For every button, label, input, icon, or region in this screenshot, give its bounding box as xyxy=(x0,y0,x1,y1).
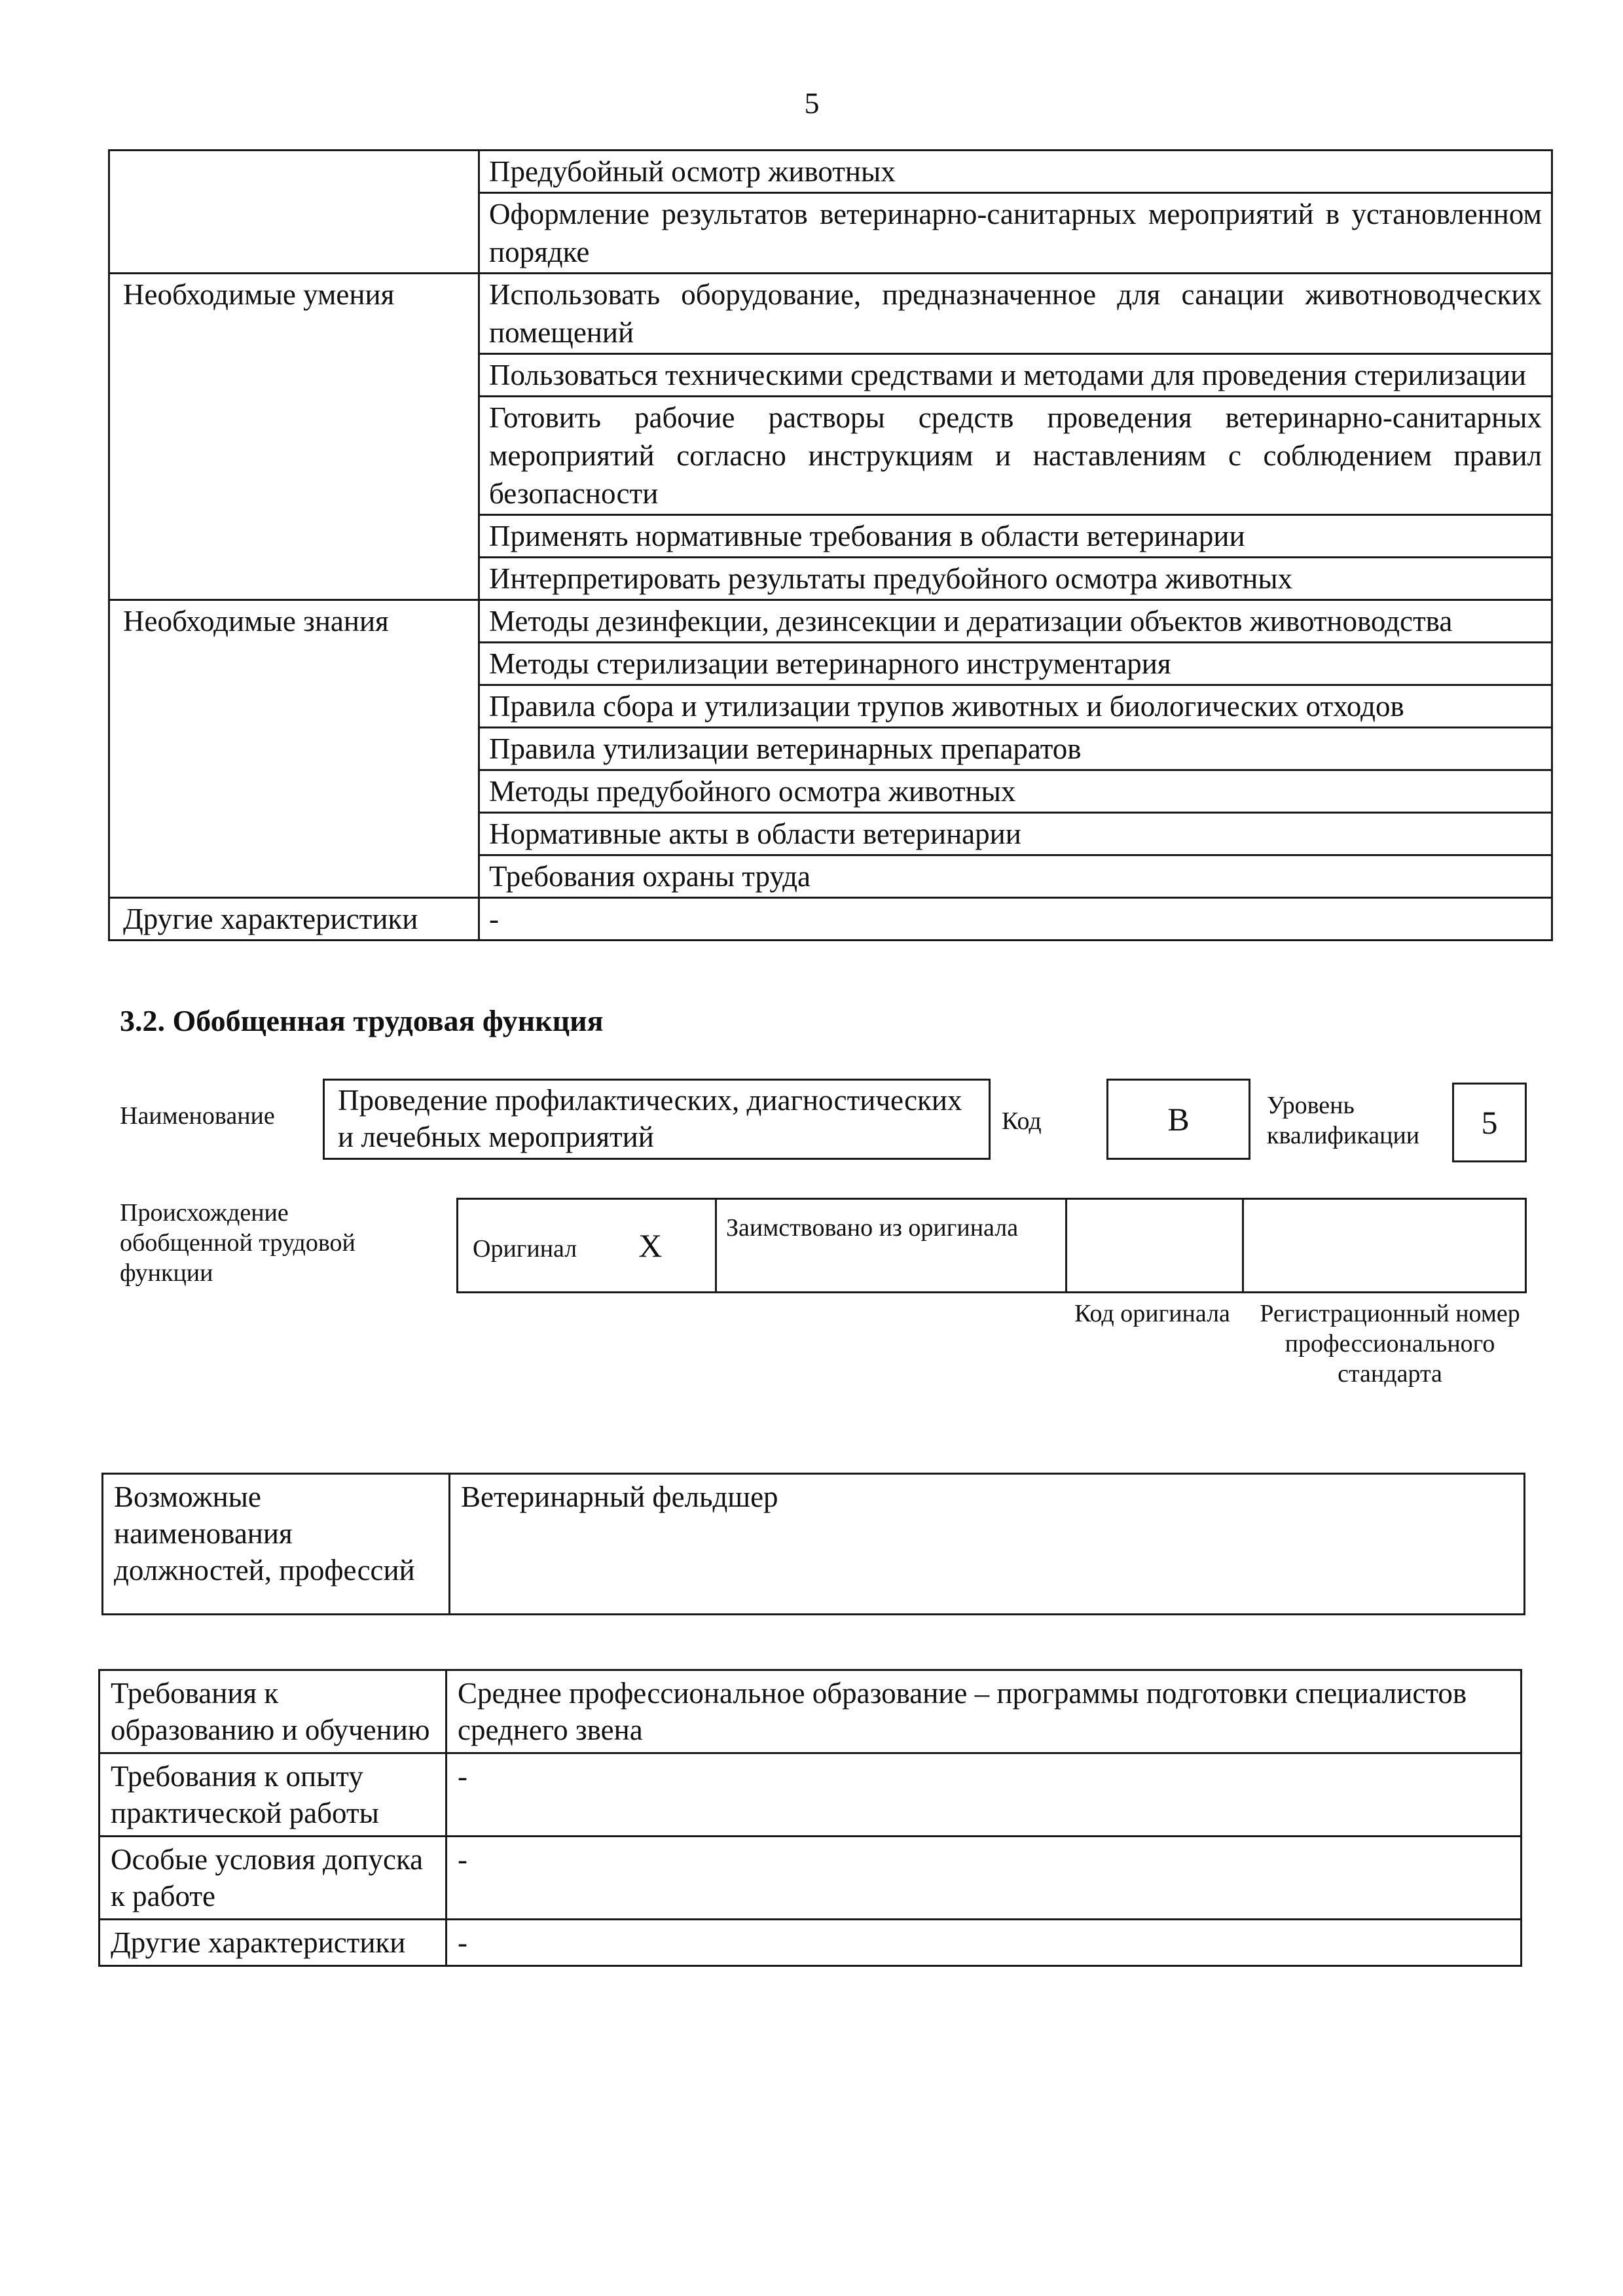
requirement-label: Другие характеристики xyxy=(100,1920,447,1966)
table-cell: Методы предубойного осмотра животных xyxy=(479,770,1552,813)
borrowed-label: Заимствовано из оригинала xyxy=(726,1214,1019,1242)
table-cell: Методы стерилизации ветеринарного инструментария xyxy=(479,643,1552,685)
requirement-value: Среднее профессиональное образование – программы подготовки специалистов среднего звена xyxy=(447,1670,1522,1753)
table-row xyxy=(100,1753,1522,1837)
level-label: Уровень квалификации xyxy=(1267,1092,1420,1149)
table-cell: Применять нормативные требования в области ветеринарии xyxy=(479,515,1552,558)
table-cell: Требования охраны труда xyxy=(479,855,1552,898)
positions-label: Возможные наименования должностей, профессий xyxy=(103,1474,450,1615)
table-cell: - xyxy=(479,898,1552,941)
section-heading: 3.2. Обобщенная трудовая функция xyxy=(120,1004,604,1037)
table-row xyxy=(100,1920,1522,1966)
original-code-cell xyxy=(1067,1199,1243,1293)
requirements-table xyxy=(98,1669,1522,1967)
table-row xyxy=(100,1837,1522,1920)
table-cell: Нормативные акты в области ветеринарии xyxy=(479,813,1552,855)
code-value: B xyxy=(1167,1101,1190,1138)
requirement-label: Требования к опыту практической работы xyxy=(100,1753,447,1837)
requirement-value: - xyxy=(447,1920,1522,1966)
table-cell: Оформление результатов ветеринарно-санитарных мероприятий в установленном порядке xyxy=(479,193,1552,274)
code-label: Код xyxy=(1002,1107,1042,1135)
table-row xyxy=(109,600,1552,643)
original-mark: X xyxy=(638,1227,663,1264)
naming-value: Проведение профилактических, диагностических и лечебных мероприятий xyxy=(338,1084,962,1153)
requirement-label: Требования к образованию и обучению xyxy=(100,1670,447,1753)
original-label: Оригинал xyxy=(473,1235,577,1263)
table-row xyxy=(109,898,1552,941)
reg-caption: Регистрационный номер профессионального стандарта xyxy=(1260,1300,1520,1388)
positions-table xyxy=(101,1473,1525,1615)
code-box xyxy=(1106,1079,1250,1160)
code-caption: Код оригинала xyxy=(1074,1300,1230,1327)
naming-label: Наименование xyxy=(120,1102,275,1130)
table-row xyxy=(100,1670,1522,1753)
original-cell xyxy=(458,1199,716,1293)
level-value: 5 xyxy=(1481,1104,1498,1141)
row-label-knowledge: Необходимые знания xyxy=(109,600,479,898)
origin-table xyxy=(456,1198,1527,1293)
table-row xyxy=(109,151,1552,193)
row-label-other: Другие характеристики xyxy=(109,898,479,941)
level-box xyxy=(1452,1083,1527,1162)
requirement-value: - xyxy=(447,1753,1522,1837)
requirement-label: Особые условия допуска к работе xyxy=(100,1837,447,1920)
row-label xyxy=(109,151,479,274)
table-cell: Предубойный осмотр животных xyxy=(479,151,1552,193)
requirement-value: - xyxy=(447,1837,1522,1920)
competencies-table xyxy=(108,149,1553,941)
table-row xyxy=(109,274,1552,354)
reg-number-cell xyxy=(1243,1199,1526,1293)
table-cell: Правила сбора и утилизации трупов животных и биологических отходов xyxy=(479,685,1552,728)
naming-value-box xyxy=(323,1079,991,1160)
table-cell: Методы дезинфекции, дезинсекции и дератизации объектов животноводства xyxy=(479,600,1552,643)
borrowed-cell xyxy=(716,1199,1067,1293)
origin-label: Происхождение обобщенной трудовой функции xyxy=(120,1199,356,1287)
table-cell: Готовить рабочие растворы средств проведения ветеринарно-санитарных мероприятий согласно инструкциям и наставлениям с соблюдением правил безопасности xyxy=(479,397,1552,515)
table-cell: Правила утилизации ветеринарных препаратов xyxy=(479,728,1552,770)
table-cell: Пользоваться техническими средствами и методами для проведения стерилизации xyxy=(479,354,1552,397)
row-label-skills: Необходимые умения xyxy=(109,274,479,600)
table-cell: Использовать оборудование, предназначенное для санации животноводческих помещений xyxy=(479,274,1552,354)
positions-value: Ветеринарный фельдшер xyxy=(450,1474,1525,1615)
table-cell: Интерпретировать результаты предубойного осмотра животных xyxy=(479,558,1552,600)
page-number: 5 xyxy=(804,86,820,120)
